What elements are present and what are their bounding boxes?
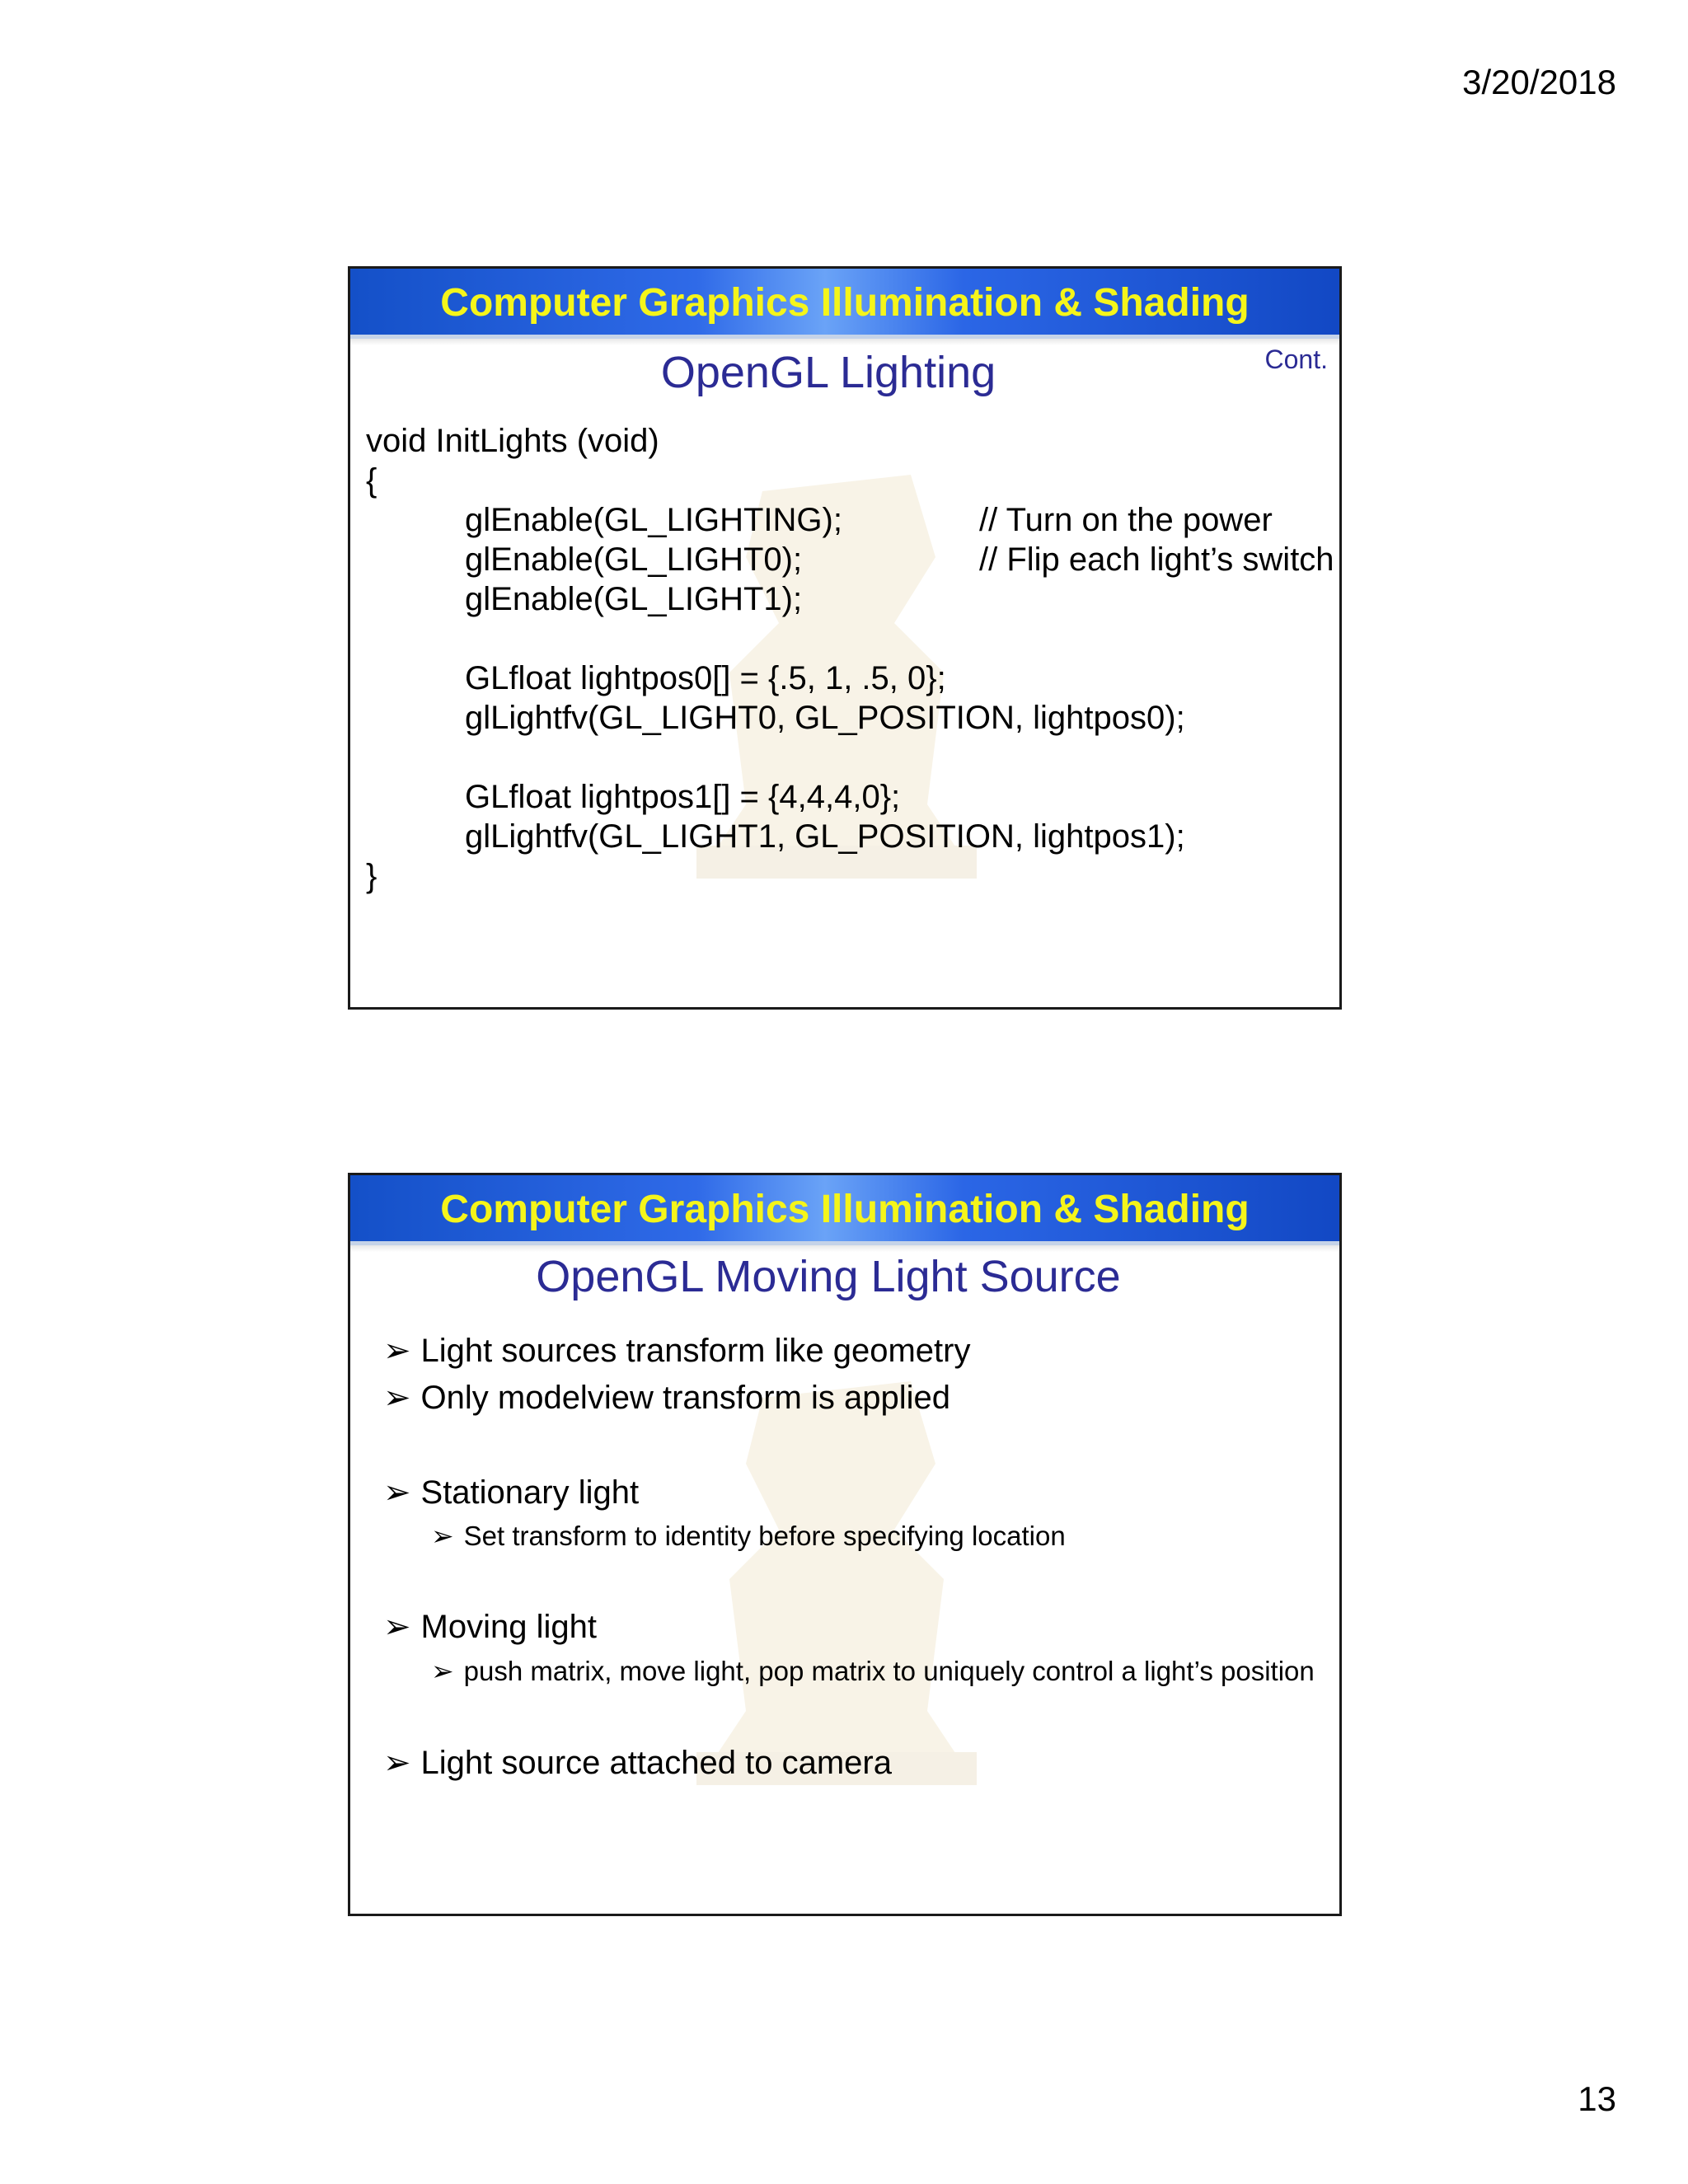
- page-number: 13: [1578, 2079, 1616, 2118]
- code-comment: // Flip each light’s switch: [979, 541, 1334, 578]
- code-line: glLightfv(GL_LIGHT0, GL_POSITION, lightpos0);: [465, 700, 1185, 736]
- slide-header: [350, 269, 1339, 339]
- cont-label: Cont.: [1264, 344, 1328, 374]
- statue-watermark-icon: [663, 1365, 1010, 1793]
- slide-moving-light-source: [348, 1173, 1342, 1916]
- bullet-item: ➢ Light source attached to camera: [383, 1745, 892, 1781]
- arrowhead-bullet-icon: ➢: [383, 1745, 411, 1781]
- sub-bullet-item: ➢ Set transform to identity before specifying location: [431, 1521, 1066, 1551]
- sub-bullet-item: ➢ push matrix, move light, pop matrix to uniquely control a light’s position: [431, 1656, 1315, 1686]
- code-line: {: [366, 462, 377, 499]
- arrowhead-bullet-icon: ➢: [383, 1380, 411, 1416]
- code-line: [366, 619, 1331, 658]
- code-line: glLightfv(GL_LIGHT1, GL_POSITION, lightpos1);: [465, 818, 1185, 855]
- arrowhead-bullet-icon: ➢: [383, 1609, 411, 1645]
- bullet-item: ➢ Moving light: [383, 1609, 597, 1645]
- code-line: glEnable(GL_LIGHT0); // Flip each light’s switch: [465, 541, 1334, 578]
- arrowhead-bullet-icon: ➢: [431, 1656, 454, 1686]
- code-line: }: [366, 858, 377, 894]
- slide-header: [350, 1175, 1339, 1245]
- page-date: 3/20/2018: [1462, 63, 1616, 101]
- arrowhead-bullet-icon: ➢: [383, 1333, 411, 1369]
- slide-opengl-lighting: [348, 266, 1342, 1010]
- slide-header-text: Computer Graphics Illumination & Shading: [440, 1188, 1250, 1231]
- code-line: [366, 738, 1331, 777]
- slide-header-text: Computer Graphics Illumination & Shading: [440, 281, 1250, 325]
- code-line: GLfloat lightpos0[] = {.5, 1, .5, 0};: [465, 660, 946, 696]
- code-line: void InitLights (void): [366, 423, 659, 459]
- code-block: [366, 421, 1334, 896]
- arrowhead-bullet-icon: ➢: [383, 1474, 411, 1511]
- bullet-item: ➢ Light sources transform like geometry: [383, 1333, 971, 1369]
- slide-title: OpenGL Lighting: [660, 348, 996, 397]
- arrowhead-bullet-icon: ➢: [431, 1521, 454, 1551]
- bullet-item: ➢ Only modelview transform is applied: [383, 1380, 950, 1416]
- code-comment: // Turn on the power: [979, 502, 1273, 538]
- slide-title: OpenGL Moving Light Source: [536, 1252, 1121, 1301]
- code-line: glEnable(GL_LIGHTING); // Turn on the power: [465, 502, 1273, 538]
- code-line: GLfloat lightpos1[] = {4,4,4,0};: [465, 779, 901, 815]
- bullet-item: ➢ Stationary light: [383, 1474, 640, 1511]
- code-line: glEnable(GL_LIGHT1);: [465, 581, 803, 617]
